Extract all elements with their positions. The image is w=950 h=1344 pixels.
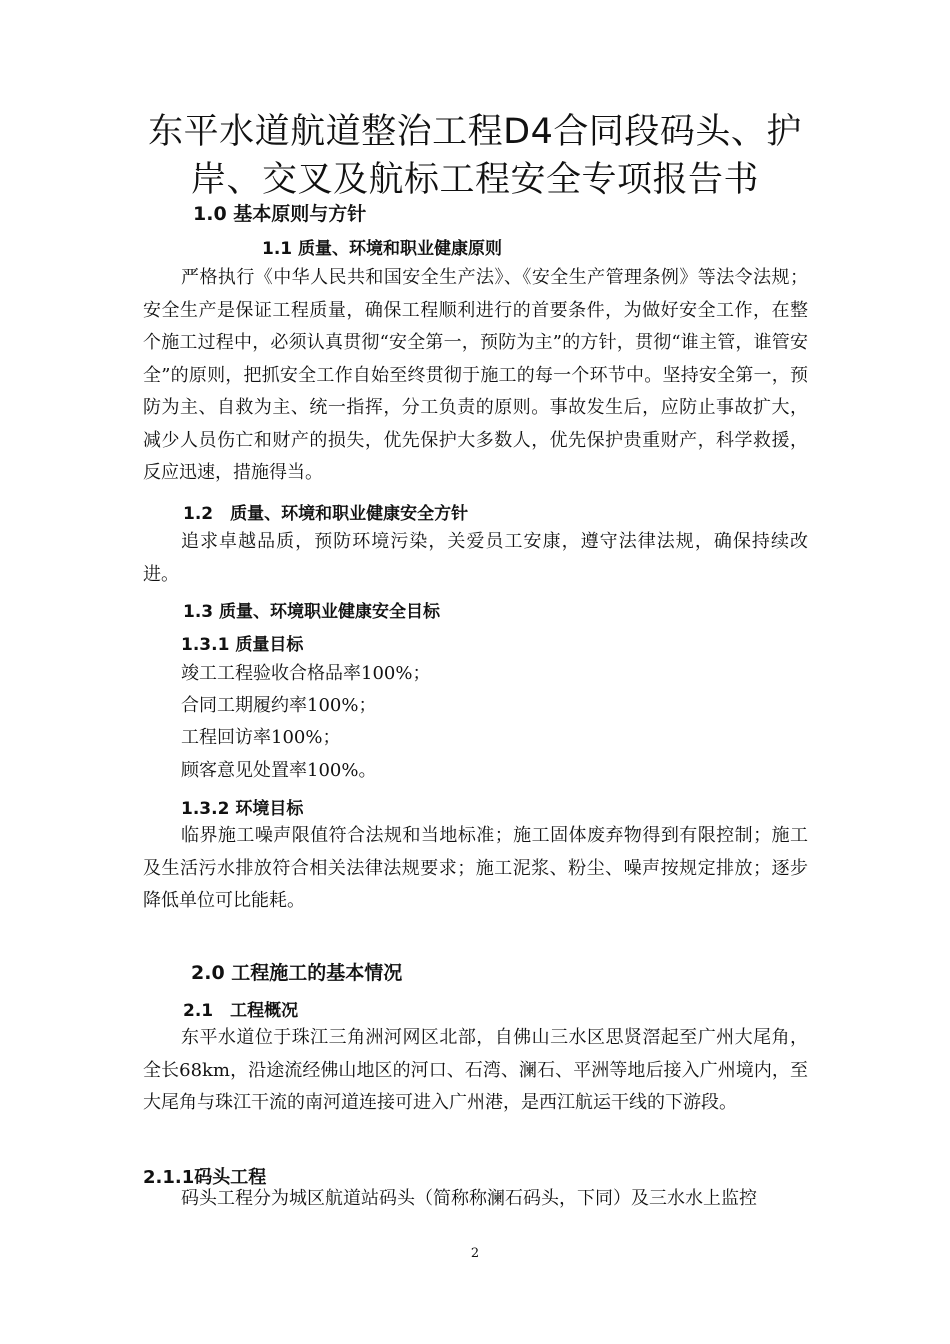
section-1-3-heading: 1.3 质量、环境职业健康安全目标 <box>183 602 441 622</box>
section-1-3-2-heading: 1.3.2 环境目标 <box>181 799 304 819</box>
section-1-1-paragraph: 严格执行《中华人民共和国安全生产法》、《安全生产管理条例》等法令法规；安全生产是保证工程质量，确保工程顺利进行的首要条件，为做好安全工作，在整个施工过程中，必须认真贯彻“安全第一，预防为主”的方针，贯彻“谁主管，谁管安全”的原则，把抓安全工作自始至终贯彻于施工的每一个环节中。坚持安全第一，预防为主、自救为主、统一指挥，分工负责的原则。事故发生后，应防止事故扩大，减少人员伤亡和财产的损失，优先保护大多数人，优先保护贵重财产，科学救援，反应迅速，措施得当。 <box>143 267 808 483</box>
section-2-heading: 2.0 工程施工的基本情况 <box>191 962 403 984</box>
section-1-2-heading: 1.2 质量、环境和职业健康安全方针 <box>183 504 469 524</box>
section-1-3-2-paragraph: 临界施工噪声限值符合法规和当地标准；施工固体废弃物得到有限控制；施工及生活污水排放符合相关法律法规要求；施工泥浆、粉尘、噪声按规定排放；逐步降低单位可比能耗。 <box>143 825 808 911</box>
quality-target-item: 竣工工程验收合格品率100%； <box>181 663 431 684</box>
section-1-1-heading: 1.1 质量、环境和职业健康原则 <box>262 239 503 259</box>
section-2-1-1-paragraph: 码头工程分为城区航道站码头（简称称澜石码头，下同）及三水水上监控 <box>181 1188 757 1209</box>
quality-target-item: 合同工期履约率100%； <box>181 695 377 716</box>
section-1-3-1-heading: 1.3.1 质量目标 <box>181 635 304 655</box>
section-1-heading: 1.0 基本原则与方针 <box>193 203 367 225</box>
section-2-1-heading: 2.1 工程概况 <box>183 1001 299 1021</box>
quality-target-item: 顾客意见处置率100%。 <box>181 760 377 781</box>
section-2-1-1-heading: 2.1.1码头工程 <box>143 1167 267 1188</box>
section-1-2-paragraph: 追求卓越品质，预防环境污染，关爱员工安康，遵守法律法规，确保持续改进。 <box>143 531 808 585</box>
document-title: 东平水道航道整治工程D4合同段码头、护岸、交叉及航标工程安全专项报告书 <box>148 112 802 200</box>
quality-target-item: 工程回访率100%； <box>181 727 341 748</box>
section-2-1-paragraph: 东平水道位于珠江三角洲河网区北部，自佛山三水区思贤滘起至广州大尾角，全长68km，沿途流经佛山地区的河口、石湾、澜石、平洲等地后接入广州境内，至大尾角与珠江干流的南河道连接可进入广州港，是西江航运干线的下游段。 <box>143 1027 808 1113</box>
page-number: 2 <box>470 1246 480 1261</box>
